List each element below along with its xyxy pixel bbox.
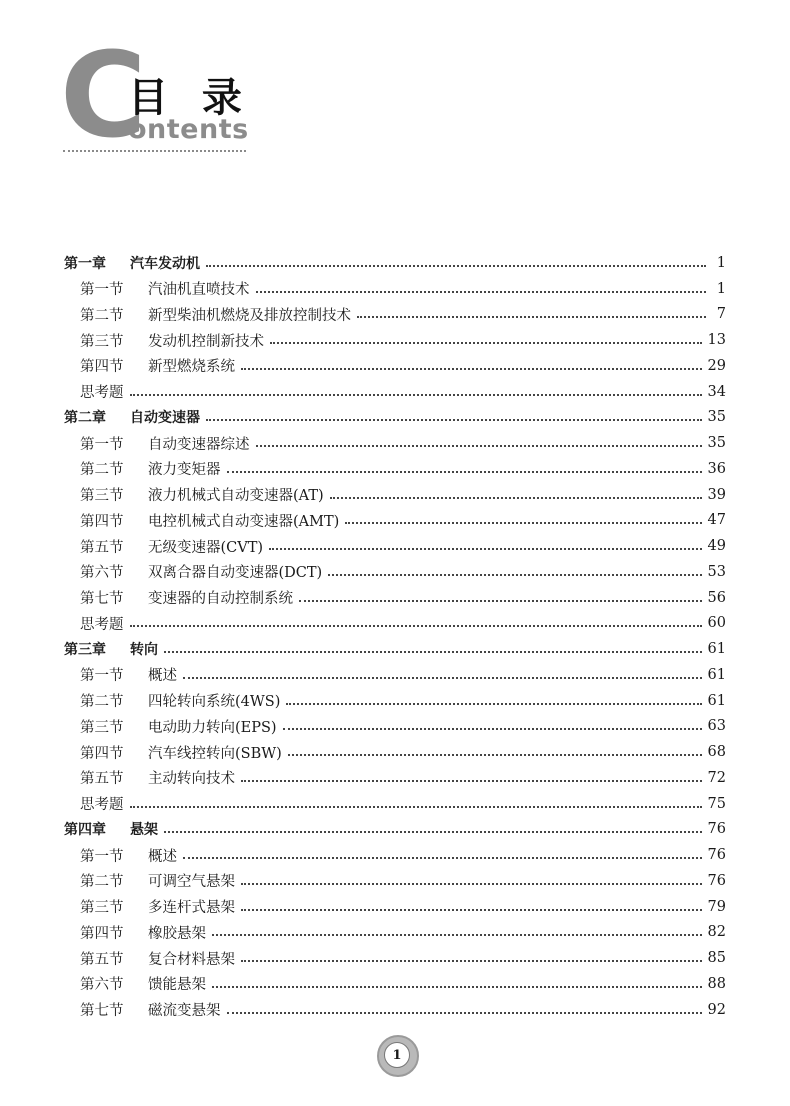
toc-entry-page: 79 [707, 898, 726, 915]
toc-dot-leader [328, 574, 701, 576]
toc-entry-title: 发动机控制新技术 [148, 333, 264, 350]
toc-entry-page: 61 [707, 641, 726, 658]
toc-entry-title: 思考题 [80, 385, 124, 402]
toc-entry-page: 60 [707, 615, 726, 632]
toc-entry-title: 电动助力转向(EPS) [148, 719, 277, 736]
page-number-badge [377, 1035, 419, 1077]
toc-dot-leader [256, 445, 702, 447]
toc-entry-title: 主动转向技术 [148, 771, 235, 788]
toc-entry-title: 变速器的自动控制系统 [148, 591, 293, 608]
toc-entry-number: 第一节 [80, 668, 124, 685]
toc-entry-number: 第一节 [80, 436, 124, 453]
toc-section-row[interactable] [0, 765, 790, 791]
toc-section-row[interactable] [0, 430, 790, 456]
toc-entry-number: 第四节 [80, 359, 124, 376]
toc-section-row[interactable] [0, 997, 790, 1023]
toc-entry-number: 第三节 [80, 900, 124, 917]
toc-entry-number: 第六节 [80, 977, 124, 994]
toc-dot-leader [130, 394, 702, 396]
contents-header [60, 26, 260, 164]
toc-entry-page: 35 [707, 435, 726, 452]
toc-section-row[interactable] [0, 868, 790, 894]
toc-dot-leader [164, 831, 702, 833]
toc-entry-title: 思考题 [80, 797, 124, 814]
toc-section-row[interactable] [0, 302, 790, 328]
toc-entry-number: 第二节 [80, 462, 124, 479]
toc-entry-title: 汽车线控转向(SBW) [148, 745, 282, 762]
toc-entry-number: 第四章 [64, 822, 106, 839]
toc-entry-page: 7 [716, 306, 726, 323]
toc-section-row[interactable] [0, 353, 790, 379]
toc-entry-title: 概述 [148, 848, 177, 865]
toc-dot-leader [206, 265, 706, 267]
toc-section-row[interactable] [0, 508, 790, 534]
toc-entry-page: 36 [707, 460, 726, 477]
toc-dot-leader [288, 754, 702, 756]
toc-entry-page: 92 [707, 1001, 726, 1018]
toc-entry-title: 新型燃烧系统 [148, 359, 235, 376]
toc-entry-page: 53 [707, 563, 726, 580]
toc-dot-leader [241, 960, 702, 962]
toc-section-row[interactable] [0, 585, 790, 611]
toc-entry-number: 第七节 [80, 591, 124, 608]
toc-section-row[interactable] [0, 327, 790, 353]
page-subtitle: ontents [128, 114, 249, 145]
toc-entry-number: 第四节 [80, 925, 124, 942]
toc-entry-page: 88 [707, 975, 726, 992]
toc-entry-page: 63 [707, 718, 726, 735]
page-number: 1 [384, 1042, 410, 1068]
toc-entry-title: 悬架 [130, 822, 158, 839]
toc-dot-leader [330, 497, 702, 499]
toc-dot-leader [283, 728, 702, 730]
toc-section-row[interactable] [0, 791, 790, 817]
toc-entry-number: 第一节 [80, 848, 124, 865]
toc-entry-title: 复合材料悬架 [148, 951, 235, 968]
toc-dot-leader [357, 316, 706, 318]
toc-section-row[interactable] [0, 482, 790, 508]
toc-entry-page: 72 [707, 769, 726, 786]
toc-entry-title: 可调空气悬架 [148, 874, 235, 891]
toc-entry-page: 85 [707, 950, 726, 967]
toc-dot-leader [212, 986, 702, 988]
toc-entry-page: 76 [707, 847, 726, 864]
table-of-contents [0, 250, 790, 1023]
toc-dot-leader [206, 419, 702, 421]
toc-entry-number: 第三节 [80, 488, 124, 505]
toc-dot-leader [227, 471, 702, 473]
toc-section-row[interactable] [0, 714, 790, 740]
toc-chapter-row[interactable] [0, 250, 790, 276]
toc-dot-leader [130, 625, 702, 627]
toc-entry-title: 液力机械式自动变速器(AT) [148, 488, 324, 505]
toc-entry-page: 47 [707, 512, 726, 529]
toc-entry-title: 自动变速器 [130, 410, 200, 427]
toc-chapter-row[interactable] [0, 817, 790, 843]
toc-section-row[interactable] [0, 456, 790, 482]
toc-dot-leader [299, 600, 702, 602]
toc-section-row[interactable] [0, 945, 790, 971]
toc-dot-leader [183, 857, 702, 859]
toc-dot-leader [241, 909, 702, 911]
toc-section-row[interactable] [0, 842, 790, 868]
toc-section-row[interactable] [0, 971, 790, 997]
toc-section-row[interactable] [0, 379, 790, 405]
toc-entry-page: 68 [707, 744, 726, 761]
toc-entry-title: 电控机械式自动变速器(AMT) [148, 513, 340, 530]
toc-entry-number: 第一节 [80, 282, 124, 299]
toc-entry-page: 13 [707, 332, 726, 349]
toc-section-row[interactable] [0, 662, 790, 688]
toc-entry-page: 49 [707, 538, 726, 555]
toc-entry-number: 第三节 [80, 719, 124, 736]
toc-entry-title: 磁流变悬架 [148, 1003, 221, 1020]
toc-entry-number: 第二节 [80, 874, 124, 891]
toc-entry-number: 第三节 [80, 333, 124, 350]
toc-entry-page: 76 [707, 821, 726, 838]
toc-entry-title: 无级变速器(CVT) [148, 539, 264, 556]
toc-entry-title: 汽车发动机 [130, 255, 200, 272]
toc-entry-title: 液力变矩器 [148, 462, 221, 479]
toc-entry-page: 76 [707, 872, 726, 889]
toc-entry-title: 新型柴油机燃烧及排放控制技术 [148, 307, 351, 324]
toc-chapter-row[interactable] [0, 405, 790, 431]
toc-dot-leader [164, 651, 702, 653]
toc-dot-leader [130, 806, 702, 808]
toc-entry-page: 34 [707, 383, 726, 400]
toc-entry-page: 29 [707, 357, 726, 374]
toc-entry-number: 第五节 [80, 771, 124, 788]
toc-dot-leader [212, 934, 702, 936]
toc-entry-page: 56 [707, 589, 726, 606]
toc-entry-number: 第七节 [80, 1003, 124, 1020]
toc-entry-number: 第五节 [80, 539, 124, 556]
toc-entry-title: 思考题 [80, 616, 124, 633]
toc-dot-leader [270, 342, 702, 344]
toc-entry-number: 第二节 [80, 307, 124, 324]
toc-chapter-row[interactable] [0, 636, 790, 662]
toc-entry-number: 第一章 [64, 255, 106, 272]
toc-section-row[interactable] [0, 559, 790, 585]
toc-entry-page: 35 [707, 409, 726, 426]
toc-entry-title: 汽油机直喷技术 [148, 282, 250, 299]
toc-section-row[interactable] [0, 920, 790, 946]
toc-entry-number: 第四节 [80, 745, 124, 762]
toc-entry-page: 1 [716, 254, 726, 271]
toc-entry-page: 61 [707, 666, 726, 683]
toc-entry-page: 39 [707, 486, 726, 503]
toc-dot-leader [269, 548, 701, 550]
toc-entry-title: 转向 [130, 642, 158, 659]
toc-entry-page: 1 [716, 280, 726, 297]
toc-entry-number: 第六节 [80, 565, 124, 582]
toc-entry-title: 概述 [148, 668, 177, 685]
toc-dot-leader [183, 677, 702, 679]
toc-dot-leader [241, 368, 702, 370]
toc-entry-title: 自动变速器综述 [148, 436, 250, 453]
toc-dot-leader [241, 883, 702, 885]
toc-section-row[interactable] [0, 276, 790, 302]
toc-entry-title: 多连杆式悬架 [148, 900, 235, 917]
toc-dot-leader [227, 1012, 702, 1014]
toc-section-row[interactable] [0, 739, 790, 765]
toc-section-row[interactable] [0, 611, 790, 637]
toc-section-row[interactable] [0, 894, 790, 920]
toc-entry-title: 双离合器自动变速器(DCT) [148, 565, 323, 582]
toc-entry-number: 第五节 [80, 951, 124, 968]
contents-initial-letter: C [60, 26, 147, 164]
toc-entry-title: 馈能悬架 [148, 977, 206, 994]
toc-entry-number: 第二章 [64, 410, 106, 427]
toc-entry-number: 第二节 [80, 694, 124, 711]
toc-dot-leader [286, 703, 701, 705]
toc-section-row[interactable] [0, 533, 790, 559]
page-title: 目 录 [128, 75, 252, 121]
header-dotted-rule [63, 150, 246, 152]
toc-entry-page: 75 [707, 795, 726, 812]
toc-entry-page: 82 [707, 924, 726, 941]
toc-entry-number: 第三章 [64, 642, 106, 659]
toc-entry-page: 61 [707, 692, 726, 709]
toc-dot-leader [256, 291, 707, 293]
toc-entry-title: 橡胶悬架 [148, 925, 206, 942]
toc-section-row[interactable] [0, 688, 790, 714]
toc-dot-leader [345, 522, 701, 524]
toc-entry-title: 四轮转向系统(4WS) [148, 694, 281, 711]
toc-entry-number: 第四节 [80, 513, 124, 530]
toc-dot-leader [241, 780, 702, 782]
